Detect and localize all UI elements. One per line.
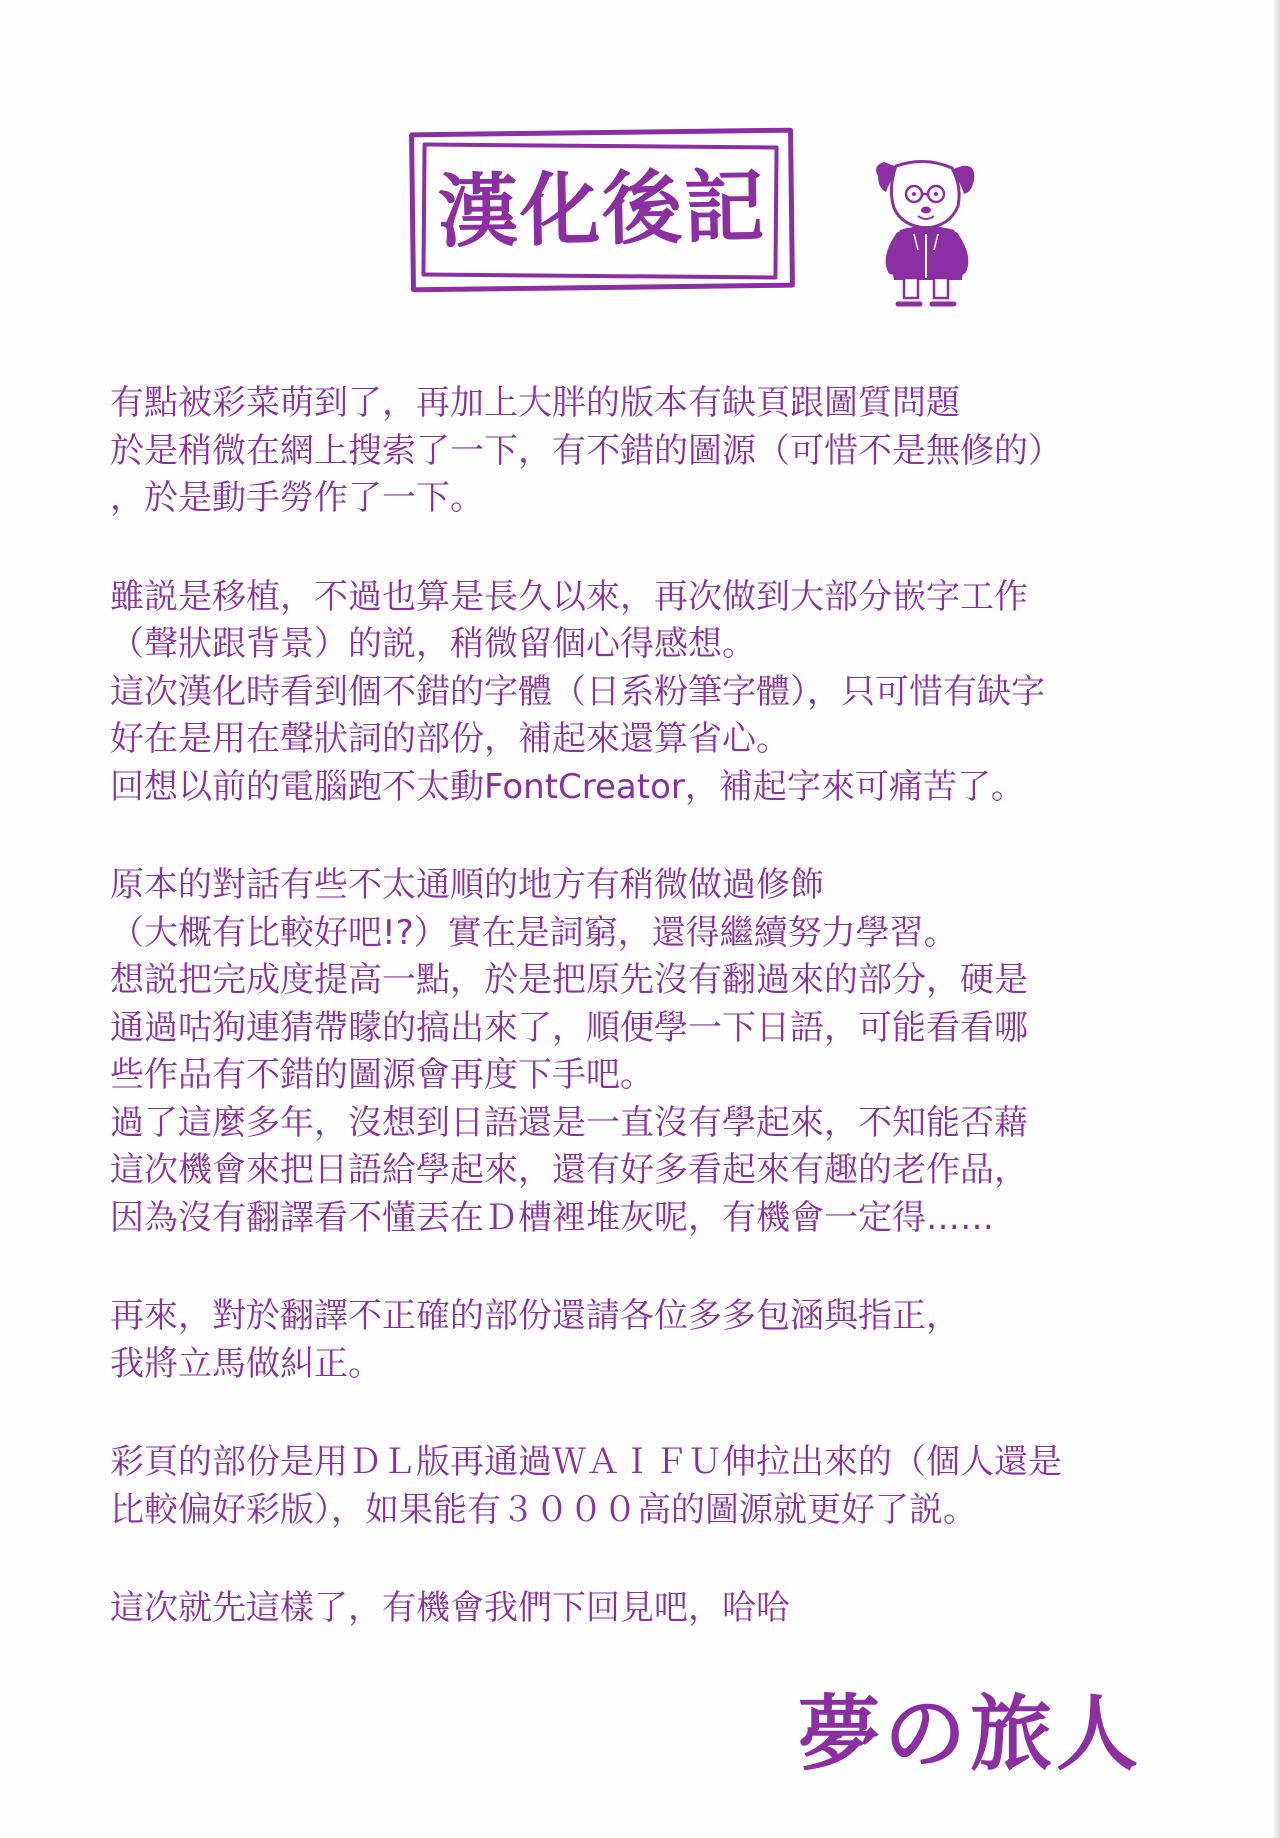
text-line: 因為沒有翻譯看不懂丟在Ｄ槽裡堆灰呢，有機會一定得……	[110, 1197, 994, 1238]
paragraph-1	[110, 380, 1190, 523]
paragraph-6	[110, 1585, 1190, 1633]
text-line: （大概有比較好吧!?）實在是詞窮，還得繼續努力學習。	[110, 912, 958, 953]
title-box	[410, 130, 794, 290]
text-line: 於是稍微在網上搜索了一下，有不錯的圖源（可惜不是無修的）	[110, 430, 1062, 471]
paragraph-2	[110, 574, 1190, 812]
dog-mascot-icon	[870, 158, 980, 308]
page-edge	[1274, 0, 1280, 1838]
paragraph-3	[110, 862, 1190, 1242]
text-line: 我將立馬做糾正。	[110, 1343, 382, 1384]
text-line: ，於是動手勞作了一下。	[110, 478, 484, 518]
paragraph-5	[110, 1439, 1190, 1534]
text-line: 有點被彩菜萌到了，再加上大胖的版本有缺頁跟圖質問題	[110, 383, 960, 423]
text-line: 原本的對話有些不太通順的地方有稍微做過修飾	[110, 865, 824, 905]
text-line: 彩頁的部份是用ＤＬ版再通過ＷＡＩＦＵ伸拉出來的（個人還是	[110, 1442, 1062, 1482]
afterword-body	[110, 380, 1190, 1684]
text-line: 再來，對於翻譯不正確的部份還請各位多多包涵與指正，	[110, 1296, 960, 1336]
text-line: 想説把完成度提高一點，於是把原先沒有翻過來的部分，硬是	[110, 960, 1028, 1000]
text-line: 些作品有不錯的圖源會再度下手吧。	[110, 1055, 654, 1095]
text-line: 雖説是移植，不過也算是長久以來，再次做到大部分嵌字工作	[110, 576, 1028, 617]
paragraph-4	[110, 1293, 1190, 1388]
text-line: 過了這麼多年，沒想到日語還是一直沒有學起來，不知能否藉	[110, 1102, 1028, 1143]
page-title: 漢化後記	[437, 160, 767, 259]
signature: 夢の旅人	[798, 1687, 1143, 1782]
text-line: 這次機會來把日語給學起來，還有好多看起來有趣的老作品，	[110, 1150, 1028, 1190]
text-line: 這次漢化時看到個不錯的字體（日系粉筆字體），只可惜有缺字	[110, 671, 1045, 712]
text-line: 好在是用在聲狀詞的部份，補起來還算省心。	[110, 719, 790, 759]
text-line: 通過咕狗連猜帶矇的搞出來了，順便學一下日語，可能看看哪	[110, 1007, 1028, 1048]
text-line: 這次就先這樣了，有機會我們下回見吧，哈哈	[110, 1588, 790, 1628]
text-line: （聲狀跟背景）的説，稍微留個心得感想。	[110, 624, 756, 664]
text-line: 比較偏好彩版），如果能有３０００高的圖源就更好了説。	[110, 1489, 977, 1530]
text-line: 回想以前的電腦跑不太動FontCreator，補起字來可痛苦了。	[110, 766, 1025, 807]
